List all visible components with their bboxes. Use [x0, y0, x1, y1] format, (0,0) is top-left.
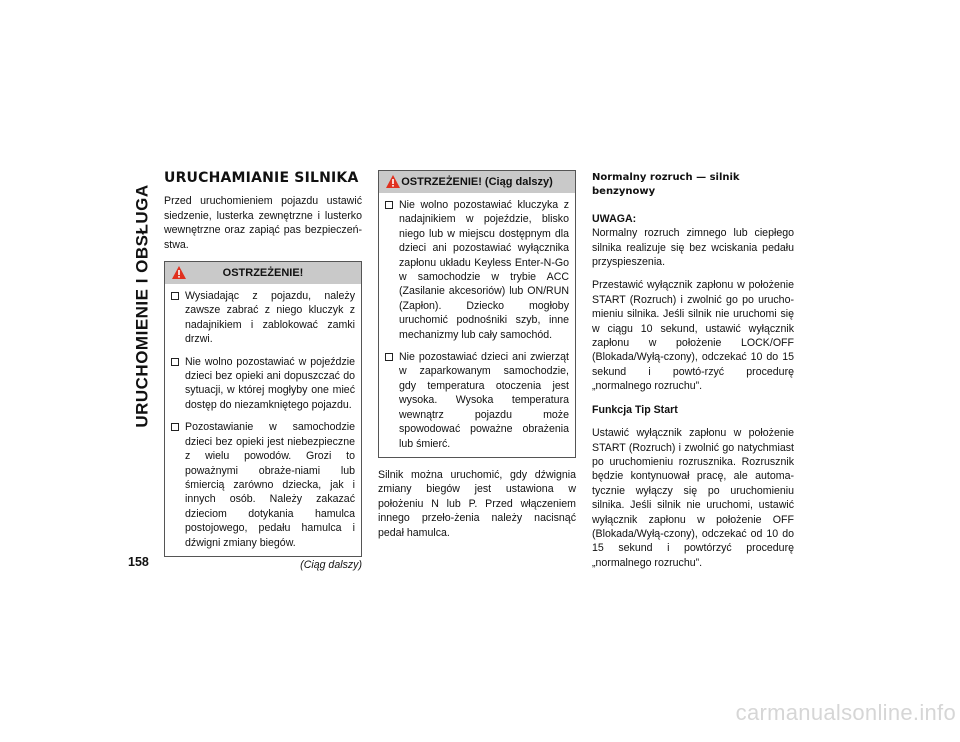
warning-box [164, 261, 362, 557]
square-bullet-icon [171, 423, 179, 431]
warning-header [165, 262, 361, 284]
square-bullet-icon [385, 353, 393, 361]
warning-item: Nie pozostawiać dzieci ani zwierząt w zaparkowanym samochodzie, gdy temperatura otoczenia jest wysoka. Wysoka temperatura wewnątrz pojazdu może spowodować poważne obrażenia lub śmierć. [385, 350, 569, 451]
warning-item: Nie wolno pozostawiać kluczyka z nadajnikiem w pojeździe, blisko niego lub w miejscu dostępnym dla dzieci ani pozostawiać wyłącznika zapłonu układu Keyless Enter-N-Go w samochodzie w trybie ACC (Zasilanie akcesoriów) lub ON/RUN (Zapłon). Dziecko mogłoby uruchomić podnośniki szyb, inne mechanizmy lub cały samochód. [385, 198, 569, 342]
warning-body [165, 284, 361, 556]
intro-paragraph: Przed uruchomieniem pojazdu ustawić siedzenie, lusterka zewnętrzne i lusterko wewnętrzne oraz zapiąć pas bezpieczeń-stwa. [164, 195, 362, 251]
warning-triangle-icon [385, 174, 401, 189]
warning-heading: OSTRZEŻENIE! [222, 266, 304, 279]
paragraph: Ustawić wyłącznik zapłonu w położenie START (Rozruch) i zwolnić go natychmiast po uruchomieniu rozrusznika. Rozrusznik będzie kontynuował pracę, ale automa-tycznie wyłączy się po uruchomieniu silnika. Jeśli silnik nie uruchomi, ustawić wyłącznik zapłonu w położenie OFF (Blokada/Wyłą-czony), odczekać od 10 do 15 sekund i powtórzyć procedurę „normalnego rozruchu”. [592, 427, 794, 569]
page-number: 158 [128, 555, 149, 569]
square-bullet-icon [385, 201, 393, 209]
warning-body [379, 193, 575, 457]
warning-item: Nie wolno pozostawiać w pojeździe dzieci bez opieki ani dopuszczać do sytuacji, w której mogłyby one mieć dostęp do niezamkniętego pojazdu. [171, 355, 355, 413]
square-bullet-icon [171, 292, 179, 300]
warning-box-continued [378, 170, 576, 458]
paragraph: Przestawić wyłącznik zapłonu w położenie START (Rozruch) i zwolnić go po urucho-mieniu silnika. Jeśli silnik nie uruchomi się w ciągu 10 sekund, ustawić wyłącznik zapłonu w położenie LOCK/OFF (Blokada/Wyłą-czony), odczekać 10 do 15 sekund i powtó-rzyć procedurę „normalnego rozruchu”. [592, 279, 794, 393]
warning-item: Pozostawianie w samochodzie dzieci bez opieki jest niebezpieczne z wielu powodów. Grozi to poważnymi obraże-niami lub śmiercią zarówno dziecka, jak i innych osób. Należy zakazać dzieciom dotykania hamulca postojowego, pedału hamulca i dźwigni zmiany biegów. [171, 420, 355, 550]
watermark: carmanualsonline.info [735, 700, 956, 725]
square-bullet-icon [171, 358, 179, 366]
body-paragraph: Silnik można uruchomić, gdy dźwignia zmiany biegów jest ustawiona w położeniu N lub P. Przed włączeniem innego przeło-żenia należy nacisnąć pedał hamulca. [378, 468, 576, 539]
continued-label: (Ciąg dalszy) [300, 558, 362, 571]
section-heading: Normalny rozruch — silnik benzynowy [592, 172, 740, 198]
note-text: Normalny rozruch zimnego lub ciepłego silnika realizuje się bez wciskania pedału przyspieszenia. [592, 227, 794, 269]
note-label: UWAGA: [592, 212, 637, 225]
chapter-side-tab [127, 156, 159, 456]
warning-item: Wysiadając z pojazdu, należy zawsze zabrać z niego kluczyk z nadajnikiem i zablokować zamki drzwi. [171, 289, 355, 347]
subsection-heading: Funkcja Tip Start [592, 403, 678, 416]
chapter-title: URUCHOMIENIE I OBSŁUGA [133, 184, 152, 428]
warning-triangle-icon [171, 265, 187, 280]
warning-heading: OSTRZEŻENIE! (Ciąg dalszy) [401, 175, 553, 188]
column-1 [164, 170, 362, 572]
warning-header [379, 171, 575, 193]
section-title: URUCHAMIANIE SILNIKA [164, 170, 359, 186]
column-2 [378, 170, 576, 549]
column-3 [592, 170, 794, 579]
